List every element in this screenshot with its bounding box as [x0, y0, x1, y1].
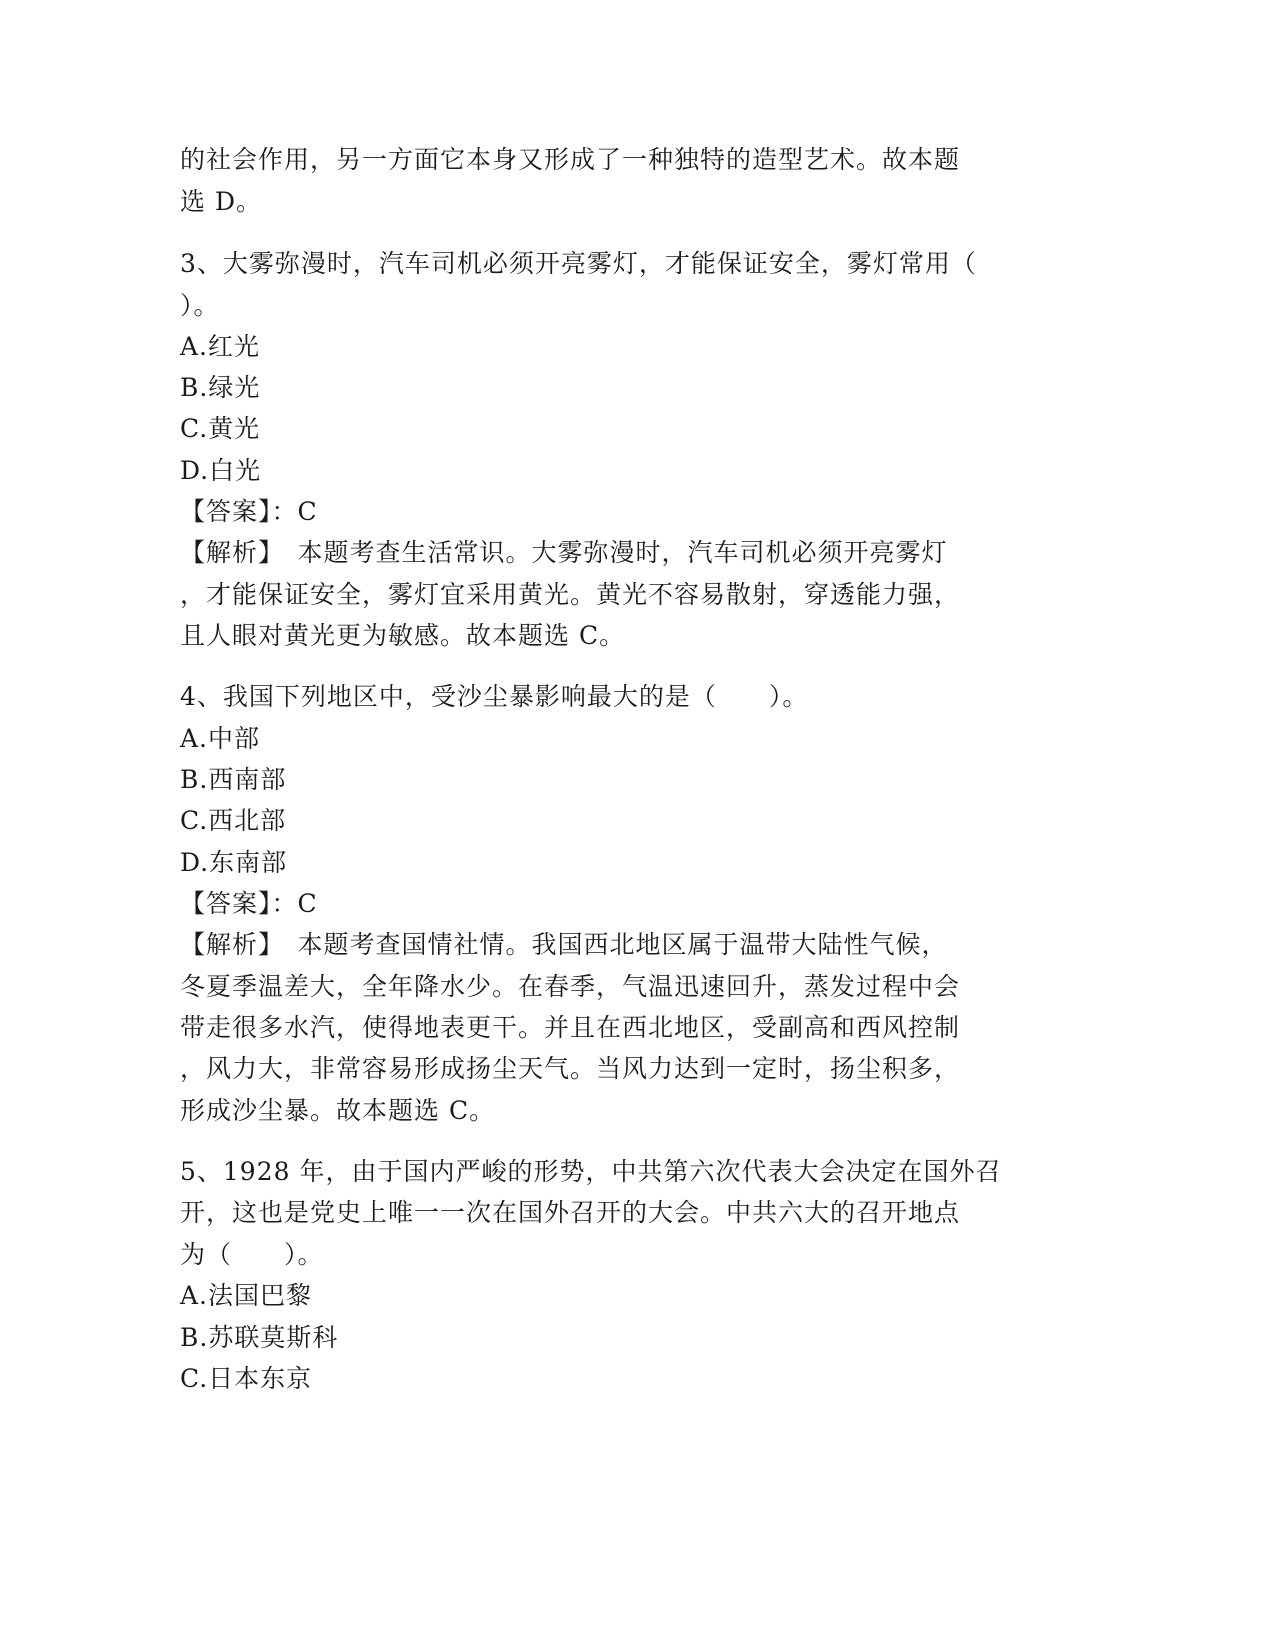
question-5-option-a: A.法国巴黎 [180, 1281, 313, 1310]
question-4-answer: 【答案】：C [180, 889, 318, 918]
question-4-stem: 4、我国下列地区中，受沙尘暴影响最大的是（ ）。 [180, 682, 809, 711]
question-3-stem: ）。 [180, 291, 220, 320]
question-5-stem: 开，这也是党史上唯一一次在国外召开的大会。中共六大的召开地点 [180, 1198, 961, 1227]
question-3-option-c: C.黄光 [180, 414, 261, 443]
question-4-analysis: 冬夏季温差大，全年降水少。在春季，气温迅速回升，蒸发过程中会 [180, 972, 961, 1001]
question-3-stem: 3、大雾弥漫时，汽车司机必须开亮雾灯，才能保证安全，雾灯常用（ [180, 249, 977, 278]
question-4-analysis: 形成沙尘暴。故本题选 C。 [180, 1096, 496, 1125]
question-4-option-b: B.西南部 [180, 765, 287, 794]
analysis-continuation-line: 的社会作用，另一方面它本身又形成了一种独特的造型艺术。故本题 [180, 145, 961, 174]
question-4-option-c: C.西北部 [180, 806, 287, 835]
analysis-continuation-line: 选 D。 [180, 187, 262, 216]
question-4-analysis: 带走很多水汽，使得地表更干。并且在西北地区，受副高和西风控制 [180, 1013, 961, 1042]
question-5-option-c: C.日本东京 [180, 1364, 313, 1393]
question-4-analysis: 【解析】 本题考查国情社情。我国西北地区属于温带大陆性气候， [180, 930, 948, 959]
question-4-analysis: ，风力大，非常容易形成扬尘天气。当风力达到一定时，扬尘积多， [180, 1054, 961, 1083]
question-3-analysis: ，才能保证安全，雾灯宜采用黄光。黄光不容易散射，穿透能力强， [180, 580, 961, 609]
question-3-analysis: 且人眼对黄光更为敏感。故本题选 C。 [180, 621, 626, 650]
question-4-option-d: D.东南部 [180, 848, 288, 877]
question-3-answer: 【答案】：C [180, 497, 318, 526]
question-5-stem: 为（ ）。 [180, 1240, 324, 1269]
question-3-option-a: A.红光 [180, 332, 261, 361]
question-3-option-d: D.白光 [180, 456, 262, 485]
question-3-analysis: 【解析】 本题考查生活常识。大雾弥漫时，汽车司机必须开亮雾灯 [180, 538, 948, 567]
question-5-option-b: B.苏联莫斯科 [180, 1323, 339, 1352]
question-5-stem: 5、1928 年，由于国内严峻的形势，中共第六次代表大会决定在国外召 [180, 1157, 1002, 1186]
question-3-option-b: B.绿光 [180, 373, 261, 402]
question-4-option-a: A.中部 [180, 724, 261, 753]
